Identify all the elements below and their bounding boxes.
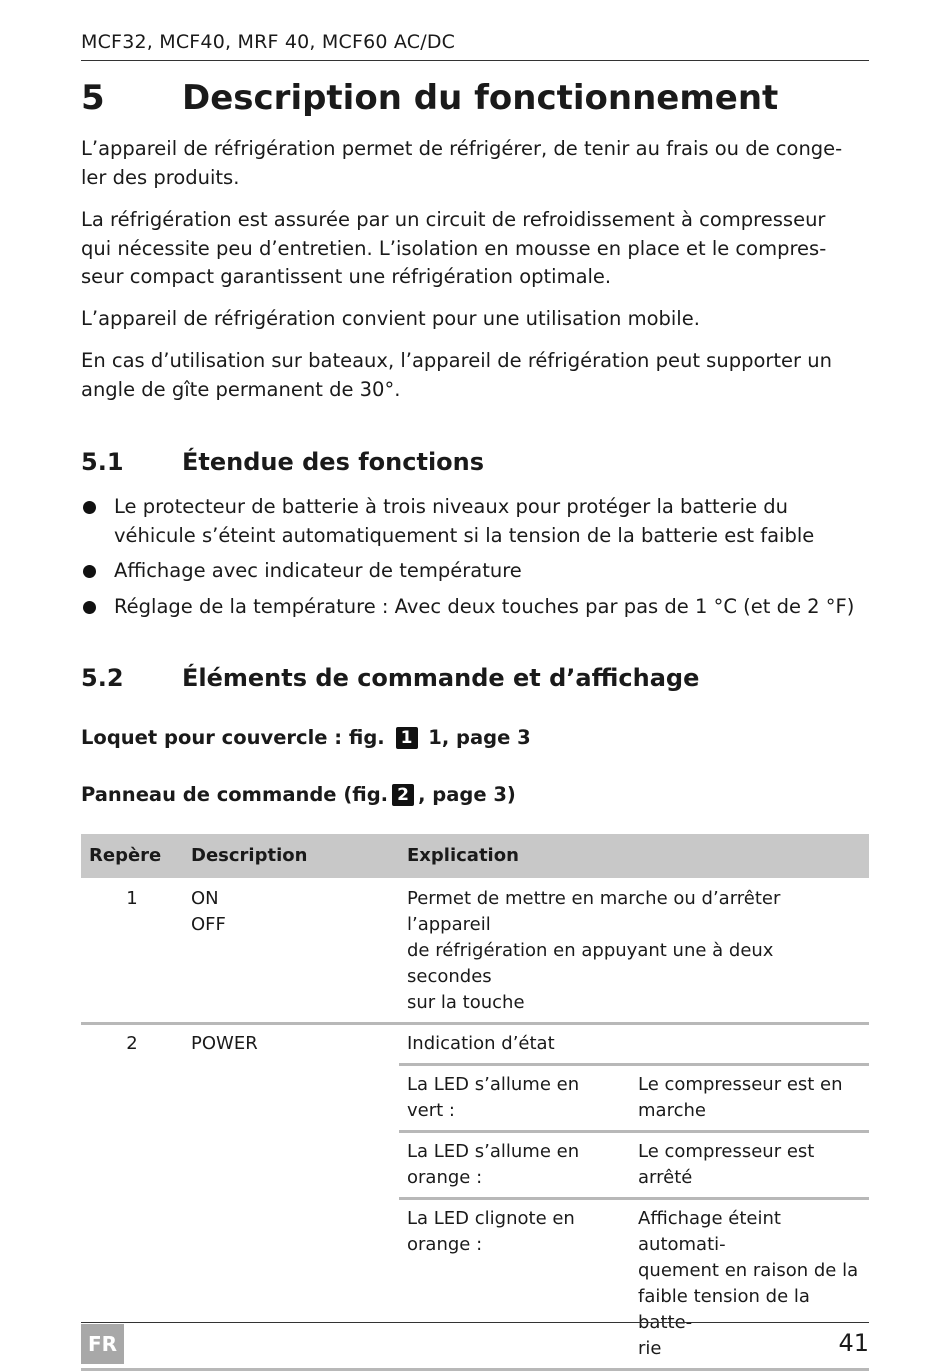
led-condition: La LED clignote en orange : [399, 1199, 630, 1370]
bullet-dot-icon [83, 601, 96, 614]
figure-number-box: 1 [396, 727, 418, 749]
list-item: Affichage avec indicateur de température [81, 557, 881, 586]
feature-list [81, 493, 881, 628]
bullet-dot-icon [83, 501, 96, 514]
page [81, 0, 869, 1364]
row-description: POWER [183, 1024, 399, 1370]
table-row [81, 1024, 869, 1065]
language-tab: FR [81, 1324, 124, 1364]
section-title: Description du fonctionnement [182, 78, 779, 118]
footer-rule [81, 1322, 869, 1323]
section-5-heading [81, 76, 778, 120]
paragraph-cooling: La réfrigération est assurée par un circuit de refroidissement à compresseur qui nécessite peu d’entretien. L’isolation en mousse en place et le compres- seur compact garantissent une réfrigération optimale. [81, 208, 827, 288]
section-number: 5 [81, 78, 105, 118]
section-5-2-heading: 5.2 Éléments de commande et d’affichage [81, 664, 700, 692]
control-elements-table [81, 834, 869, 1371]
running-header [81, 30, 869, 61]
led-condition: La LED s’allume en vert : [399, 1065, 630, 1132]
col-header-description: Description [183, 834, 399, 878]
led-meaning: Le compresseur est en marche [630, 1065, 869, 1132]
led-condition: La LED s’allume en orange : [399, 1132, 630, 1199]
list-item: Le protecteur de batterie à trois niveaux pour protéger la batterie du véhicule s’éteint automatiquement si la tension de la batterie est faible [81, 493, 881, 550]
table-header-row [81, 834, 869, 878]
row-ref: 1 [81, 878, 183, 1024]
control-panel-heading: Panneau de commande (fig. 2 , page 3) [81, 783, 516, 806]
bullet-dot-icon [83, 565, 96, 578]
figure-number-box: 2 [392, 784, 414, 806]
row-description: ON OFF [183, 878, 399, 1024]
section-5-1-heading: 5.1 Étendue des fonctions [81, 448, 485, 476]
row-explanation: Indication d’état [399, 1024, 869, 1065]
led-meaning: Affichage éteint automati- quement en raison de la faible tension de la batte- rie [630, 1199, 869, 1370]
paragraph-mobile: L’appareil de réfrigération convient pour une utilisation mobile. [81, 307, 700, 330]
list-item: Réglage de la température : Avec deux touches par pas de 1 °C (et de 2 °F) [81, 593, 881, 622]
lid-latch-heading: Loquet pour couvercle : fig. 1 1, page 3 [81, 726, 531, 749]
col-header-explanation: Explication [399, 834, 869, 878]
paragraph-purpose: L’appareil de réfrigération permet de réfrigérer, de tenir au frais ou de conge- ler des produits. [81, 137, 843, 189]
led-meaning: Le compresseur est arrêté [630, 1132, 869, 1199]
table-row [81, 878, 869, 1024]
model-line: MCF32, MCF40, MRF 40, MCF60 AC/DC [81, 31, 456, 53]
row-ref: 2 [81, 1024, 183, 1370]
row-explanation: Permet de mettre en marche ou d’arrêter l’appareil de réfrigération en appuyant une à deux secondes sur la touche [399, 878, 869, 1024]
page-number: 41 [838, 1329, 869, 1357]
col-header-ref: Repère [81, 834, 183, 878]
paragraph-boats: En cas d’utilisation sur bateaux, l’appareil de réfrigération peut supporter un angle de gîte permanent de 30°. [81, 349, 832, 401]
